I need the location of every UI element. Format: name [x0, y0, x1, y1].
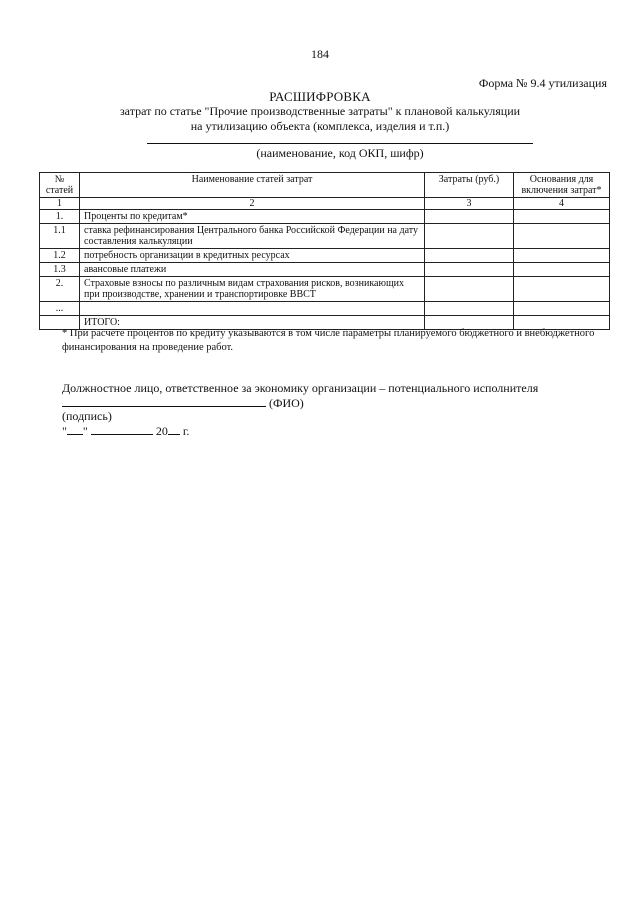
- row-name: потребность организации в кредитных ресурсах: [80, 249, 425, 263]
- row-basis-cell: [514, 210, 610, 224]
- date-quote-open: ": [62, 424, 67, 438]
- fio-label: (ФИО): [269, 396, 304, 410]
- object-fill-caption: (наименование, код ОКП, шифр): [256, 146, 424, 160]
- form-label: Форма № 9.4 утилизация: [478, 76, 607, 90]
- row-num: 1.3: [40, 263, 80, 277]
- table-header-row: [40, 173, 610, 198]
- table-index-row: [40, 198, 610, 210]
- table-row: [40, 263, 610, 277]
- row-num: 2.: [40, 277, 80, 302]
- object-fill-line: [147, 143, 533, 144]
- header-name: Наименование статей затрат: [80, 173, 425, 198]
- row-basis-cell: [514, 224, 610, 249]
- month-underline: [91, 424, 153, 435]
- fio-underline: [62, 396, 266, 407]
- header-num: № статей: [40, 173, 80, 198]
- index-cell: 4: [514, 198, 610, 210]
- row-name: [80, 302, 425, 316]
- row-cost-cell: [425, 302, 514, 316]
- row-basis-cell: [514, 277, 610, 302]
- day-underline: [67, 424, 83, 435]
- row-num: 1.2: [40, 249, 80, 263]
- year-prefix: 20: [155, 424, 168, 438]
- row-name: авансовые платежи: [80, 263, 425, 277]
- header-basis: Основания для включения затрат*: [514, 173, 610, 198]
- row-name: Проценты по кредитам*: [80, 210, 425, 224]
- date-line: [62, 424, 189, 439]
- signature-label: (подпись): [62, 409, 112, 423]
- table-row: [40, 249, 610, 263]
- index-cell: 2: [80, 198, 425, 210]
- table-row: [40, 210, 610, 224]
- row-num: 1.: [40, 210, 80, 224]
- date-quote-close: ": [82, 424, 88, 438]
- document-title: РАСШИФРОВКА: [269, 89, 371, 104]
- subtitle-line-2: на утилизацию объекта (комплекса, изделия и т.п.): [190, 119, 450, 133]
- index-cell: 1: [40, 198, 80, 210]
- row-cost-cell: [425, 277, 514, 302]
- page-number: 184: [311, 47, 329, 61]
- row-name: ставка рефинансирования Центрального банка Российской Федерации на дату составления калькуляции: [80, 224, 425, 249]
- index-cell: 3: [425, 198, 514, 210]
- row-basis-cell: [514, 263, 610, 277]
- row-num: ...: [40, 302, 80, 316]
- table-row: [40, 277, 610, 302]
- row-basis-cell: [514, 302, 610, 316]
- header-cost: Затраты (руб.): [425, 173, 514, 198]
- row-cost-cell: [425, 263, 514, 277]
- year-underline: [168, 424, 180, 435]
- row-basis-cell: [514, 249, 610, 263]
- subtitle-line-1: затрат по статье "Прочие производственные затраты" к плановой калькуляции: [119, 104, 521, 118]
- date-suffix: г.: [182, 424, 190, 438]
- cost-breakdown-table: [39, 172, 610, 330]
- official-label: Должностное лицо, ответственное за экономику организации – потенциального исполнителя: [62, 381, 539, 395]
- row-cost-cell: [425, 249, 514, 263]
- row-num: 1.1: [40, 224, 80, 249]
- total-label: ИТОГО:: [80, 316, 425, 330]
- table-row: [40, 302, 610, 316]
- row-cost-cell: [425, 224, 514, 249]
- row-name: Страховые взносы по различным видам страхования рисков, возникающих при производстве, хранении и транспортировке ВВСТ: [80, 277, 425, 302]
- row-cost-cell: [425, 210, 514, 224]
- footnote: * При расчете процентов по кредиту указываются в том числе параметры планируемого бюджетного и внебюджетного финансирования на проведение работ.: [62, 328, 595, 353]
- table-row: [40, 224, 610, 249]
